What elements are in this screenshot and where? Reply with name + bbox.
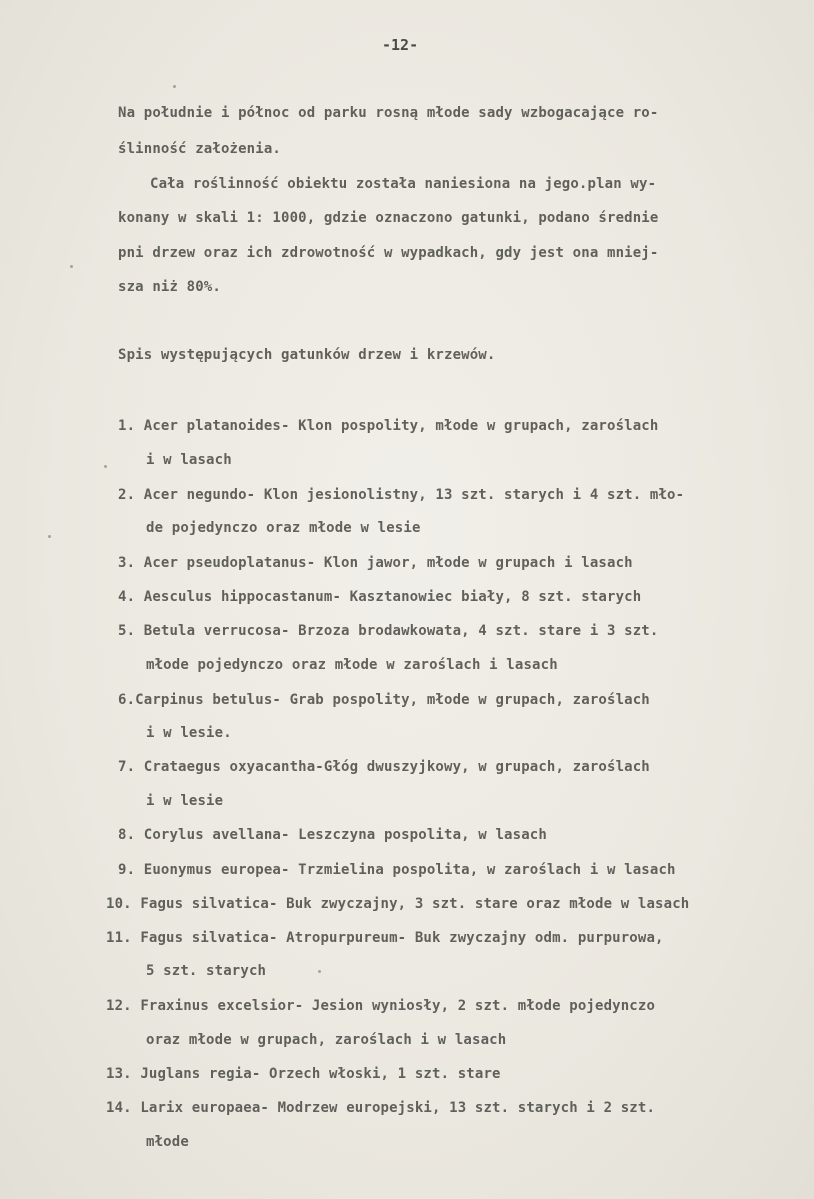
species-entry-continuation: młode pojedynczo oraz młode w zaroślach i lasach xyxy=(146,657,558,673)
paragraph-line: konany w skali 1: 1000, gdzie oznaczono gatunki, podano średnie xyxy=(118,210,659,226)
species-entry: 1. Acer platanoides- Klon pospolity, młode w grupach, zaroślach xyxy=(118,418,659,434)
species-entry: 9. Euonymus europea- Trzmielina pospolita, w zaroślach i w lasach xyxy=(118,862,676,878)
species-entry: 4. Aesculus hippocastanum- Kasztanowiec biały, 8 szt. starych xyxy=(118,589,642,605)
paper-speck xyxy=(173,85,176,88)
paper-speck xyxy=(48,535,51,538)
species-entry: 12. Fraxinus excelsior- Jesion wyniosły, 2 szt. młode pojedynczo xyxy=(106,998,656,1014)
page-number: -12- xyxy=(382,36,419,54)
species-entry: 10. Fagus silvatica- Buk zwyczajny, 3 szt. stare oraz młode w lasach xyxy=(106,896,690,912)
paragraph-line: ślinność założenia. xyxy=(118,141,281,157)
species-entry-continuation: 5 szt. starych xyxy=(146,963,267,979)
species-entry: 7. Crataegus oxyacantha-Głóg dwuszyjkowy, w grupach, zaroślach xyxy=(118,759,650,775)
species-entry-continuation: oraz młode w grupach, zaroślach i w lasach xyxy=(146,1032,507,1048)
species-entry: 6.Carpinus betulus- Grab pospolity, młode w grupach, zaroślach xyxy=(118,692,650,708)
species-entry: 5. Betula verrucosa- Brzoza brodawkowata, 4 szt. stare i 3 szt. xyxy=(118,623,659,639)
species-entry: 3. Acer pseudoplatanus- Klon jawor, młode w grupach i lasach xyxy=(118,555,633,571)
paragraph-line: sza niż 80%. xyxy=(118,279,221,295)
species-entry-continuation: de pojedynczo oraz młode w lesie xyxy=(146,520,421,536)
paper-speck xyxy=(318,970,321,973)
species-entry-continuation: i w lesie xyxy=(146,793,224,809)
species-entry: 8. Corylus avellana- Leszczyna pospolita, w lasach xyxy=(118,827,547,843)
paragraph-line: Cała roślinność obiektu została naniesiona na jego.plan wy- xyxy=(150,176,657,192)
paragraph-line: pni drzew oraz ich zdrowotność w wypadkach, gdy jest ona mniej- xyxy=(118,245,659,261)
paper-speck xyxy=(104,465,107,468)
paragraph-line: Na południe i północ od parku rosną młode sady wzbogacające ro- xyxy=(118,105,659,121)
species-entry-continuation: i w lasach xyxy=(146,452,232,468)
list-title: Spis występujących gatunków drzew i krzewów. xyxy=(118,347,496,363)
paper-speck xyxy=(70,265,73,268)
species-entry: 11. Fagus silvatica- Atropurpureum- Buk zwyczajny odm. purpurowa, xyxy=(106,930,664,946)
species-entry-continuation: i w lesie. xyxy=(146,725,232,741)
species-entry: 14. Larix europaea- Modrzew europejski, 13 szt. starych i 2 szt. xyxy=(106,1100,656,1116)
species-entry: 2. Acer negundo- Klon jesionolistny, 13 szt. starych i 4 szt. mło- xyxy=(118,487,685,503)
species-entry-continuation: młode xyxy=(146,1134,189,1150)
species-entry: 13. Juglans regia- Orzech włoski, 1 szt. stare xyxy=(106,1066,501,1082)
